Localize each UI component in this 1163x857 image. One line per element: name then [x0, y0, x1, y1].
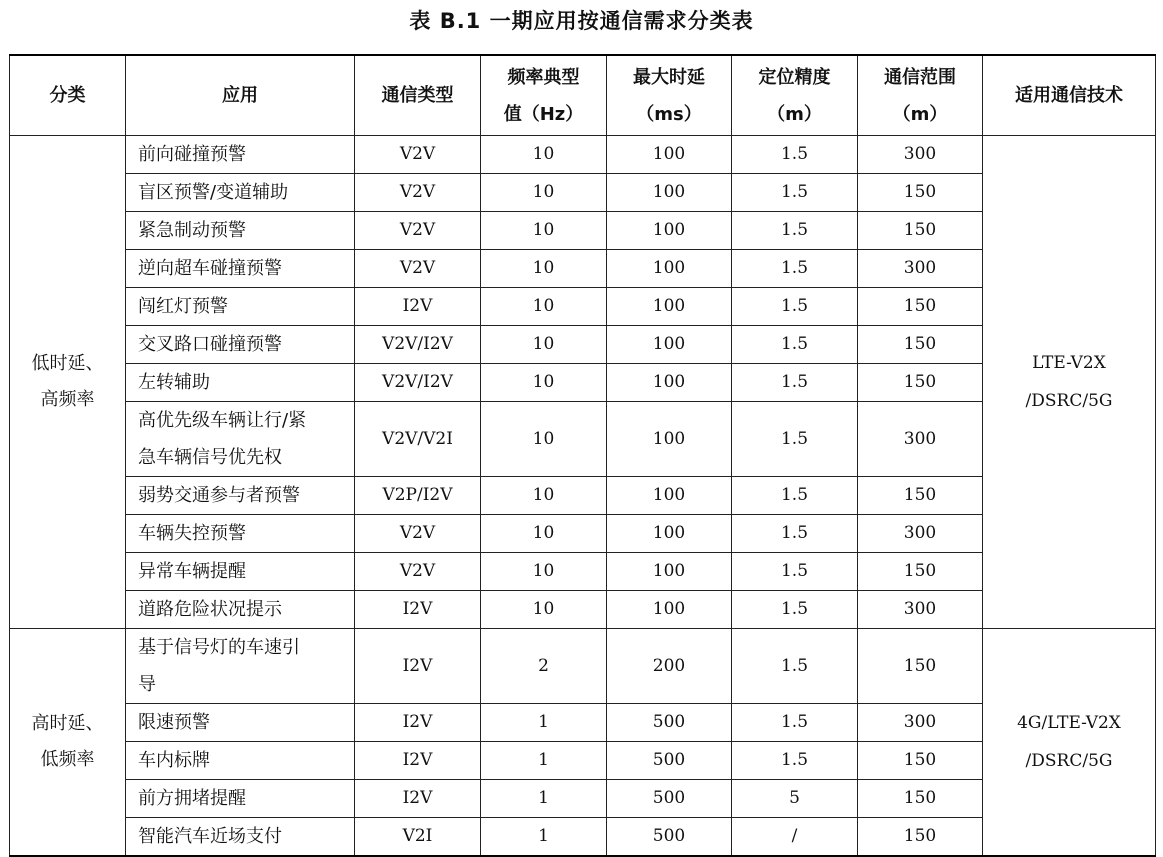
accuracy-cell: 1.5 — [732, 212, 858, 250]
range-cell: 150 — [858, 780, 983, 818]
freq-cell: 2 — [481, 629, 607, 704]
communication-requirements-table — [9, 54, 1156, 857]
latency-cell: 200 — [607, 629, 732, 704]
app-cell: 异常车辆提醒 — [126, 553, 355, 591]
comm-type-cell: I2V — [355, 780, 481, 818]
app-line2: 急车辆信号优先权 — [138, 447, 282, 468]
accuracy-cell: 1.5 — [732, 553, 858, 591]
tech-cell — [983, 629, 1156, 857]
app-cell: 车辆失控预警 — [126, 515, 355, 553]
tech-cell — [983, 136, 1156, 629]
header-accuracy-line2: （m） — [767, 103, 822, 125]
header-latency-line1: 最大时延 — [633, 66, 705, 88]
range-cell: 150 — [858, 174, 983, 212]
app-line2: 导 — [138, 674, 156, 695]
app-cell: 闯红灯预警 — [126, 288, 355, 326]
comm-type-cell: V2V — [355, 136, 481, 174]
range-cell: 150 — [858, 288, 983, 326]
app-cell: 限速预警 — [126, 704, 355, 742]
category-cell — [10, 136, 126, 629]
header-accuracy — [732, 55, 858, 136]
accuracy-cell: 1.5 — [732, 477, 858, 515]
header-comm-type: 通信类型 — [355, 55, 481, 136]
freq-cell: 10 — [481, 477, 607, 515]
range-cell: 150 — [858, 553, 983, 591]
latency-cell: 100 — [607, 515, 732, 553]
freq-cell: 1 — [481, 704, 607, 742]
range-cell: 300 — [858, 136, 983, 174]
app-line1: 基于信号灯的车速引 — [138, 637, 300, 658]
freq-cell: 10 — [481, 326, 607, 364]
comm-type-cell: V2V — [355, 553, 481, 591]
app-cell: 道路危险状况提示 — [126, 591, 355, 629]
latency-cell: 500 — [607, 704, 732, 742]
freq-cell: 10 — [481, 136, 607, 174]
comm-type-cell: V2P/I2V — [355, 477, 481, 515]
range-cell: 300 — [858, 515, 983, 553]
freq-cell: 10 — [481, 515, 607, 553]
freq-cell: 1 — [481, 818, 607, 857]
app-cell: 智能汽车近场支付 — [126, 818, 355, 857]
accuracy-cell: 1.5 — [732, 704, 858, 742]
range-cell: 300 — [858, 704, 983, 742]
freq-cell: 10 — [481, 212, 607, 250]
range-cell: 150 — [858, 477, 983, 515]
table-caption: 表 B.1 一期应用按通信需求分类表 — [409, 9, 754, 33]
range-cell: 150 — [858, 326, 983, 364]
header-application: 应用 — [126, 55, 355, 136]
range-cell: 300 — [858, 402, 983, 477]
accuracy-cell: 1.5 — [732, 402, 858, 477]
app-line1: 高优先级车辆让行/紧 — [138, 410, 307, 431]
accuracy-cell: 1.5 — [732, 250, 858, 288]
app-cell: 前向碰撞预警 — [126, 136, 355, 174]
comm-type-cell: I2V — [355, 742, 481, 780]
latency-cell: 100 — [607, 477, 732, 515]
accuracy-cell: 1.5 — [732, 136, 858, 174]
category-line2: 低频率 — [40, 749, 95, 770]
latency-cell: 100 — [607, 553, 732, 591]
comm-type-cell: V2V/V2I — [355, 402, 481, 477]
accuracy-cell: 1.5 — [732, 364, 858, 402]
latency-cell: 100 — [607, 326, 732, 364]
freq-cell: 10 — [481, 364, 607, 402]
latency-cell: 500 — [607, 780, 732, 818]
accuracy-cell: 1.5 — [732, 174, 858, 212]
app-cell: 交叉路口碰撞预警 — [126, 326, 355, 364]
header-latency-line2: （ms） — [636, 103, 702, 125]
accuracy-cell: 1.5 — [732, 515, 858, 553]
header-range-line2: （m） — [892, 103, 948, 125]
header-range-line1: 通信范围 — [884, 66, 956, 88]
app-cell: 紧急制动预警 — [126, 212, 355, 250]
freq-cell: 10 — [481, 402, 607, 477]
header-accuracy-line1: 定位精度 — [758, 66, 831, 88]
app-cell: 左转辅助 — [126, 364, 355, 402]
comm-type-cell: V2V/I2V — [355, 364, 481, 402]
category-line1: 高时延、 — [31, 713, 104, 734]
header-range — [858, 55, 983, 136]
app-cell: 车内标牌 — [126, 742, 355, 780]
latency-cell: 100 — [607, 364, 732, 402]
group-high-latency — [10, 629, 1156, 857]
comm-type-cell: I2V — [355, 591, 481, 629]
tech-line1: 4G/LTE-V2X — [1017, 713, 1121, 733]
range-cell: 150 — [858, 818, 983, 857]
latency-cell: 100 — [607, 136, 732, 174]
header-frequency — [481, 55, 607, 136]
accuracy-cell: 1.5 — [732, 288, 858, 326]
comm-type-cell: V2V — [355, 174, 481, 212]
comm-type-cell: V2V/I2V — [355, 326, 481, 364]
app-cell: 弱势交通参与者预警 — [126, 477, 355, 515]
accuracy-cell: 1.5 — [732, 326, 858, 364]
range-cell: 150 — [858, 629, 983, 704]
comm-type-cell: I2V — [355, 704, 481, 742]
header-frequency-line2: 值（Hz） — [503, 103, 584, 125]
table-row — [10, 629, 1156, 704]
category-line2: 高频率 — [40, 389, 95, 410]
comm-type-cell: V2V — [355, 515, 481, 553]
accuracy-cell: / — [732, 818, 858, 857]
comm-type-cell: I2V — [355, 629, 481, 704]
latency-cell: 100 — [607, 591, 732, 629]
freq-cell: 10 — [481, 553, 607, 591]
header-latency — [607, 55, 732, 136]
freq-cell: 10 — [481, 591, 607, 629]
app-cell: 前方拥堵提醒 — [126, 780, 355, 818]
latency-cell: 100 — [607, 250, 732, 288]
range-cell: 150 — [858, 364, 983, 402]
freq-cell: 1 — [481, 780, 607, 818]
app-cell: 逆向超车碰撞预警 — [126, 250, 355, 288]
latency-cell: 500 — [607, 742, 732, 780]
latency-cell: 100 — [607, 212, 732, 250]
comm-type-cell: V2I — [355, 818, 481, 857]
latency-cell: 100 — [607, 288, 732, 326]
tech-line1: LTE-V2X — [1032, 353, 1106, 373]
comm-type-cell: I2V — [355, 288, 481, 326]
range-cell: 150 — [858, 742, 983, 780]
header-row — [10, 55, 1156, 136]
latency-cell: 100 — [607, 174, 732, 212]
category-cell — [10, 629, 126, 857]
header-frequency-line1: 频率典型 — [507, 66, 580, 88]
accuracy-cell: 1.5 — [732, 629, 858, 704]
accuracy-cell: 1.5 — [732, 591, 858, 629]
freq-cell: 10 — [481, 174, 607, 212]
range-cell: 300 — [858, 250, 983, 288]
category-line1: 低时延、 — [31, 353, 104, 374]
header-category: 分类 — [10, 55, 126, 136]
range-cell: 300 — [858, 591, 983, 629]
freq-cell: 1 — [481, 742, 607, 780]
comm-type-cell: V2V — [355, 212, 481, 250]
table-row — [10, 136, 1156, 174]
comm-type-cell: V2V — [355, 250, 481, 288]
app-cell: 盲区预警/变道辅助 — [126, 174, 355, 212]
group-low-latency — [10, 136, 1156, 629]
app-cell — [126, 629, 355, 704]
accuracy-cell: 1.5 — [732, 742, 858, 780]
tech-line2: /DSRC/5G — [1025, 391, 1113, 411]
app-cell — [126, 402, 355, 477]
accuracy-cell: 5 — [732, 780, 858, 818]
freq-cell: 10 — [481, 250, 607, 288]
freq-cell: 10 — [481, 288, 607, 326]
latency-cell: 500 — [607, 818, 732, 857]
latency-cell: 100 — [607, 402, 732, 477]
tech-line2: /DSRC/5G — [1025, 751, 1113, 771]
range-cell: 150 — [858, 212, 983, 250]
header-tech: 适用通信技术 — [983, 55, 1156, 136]
